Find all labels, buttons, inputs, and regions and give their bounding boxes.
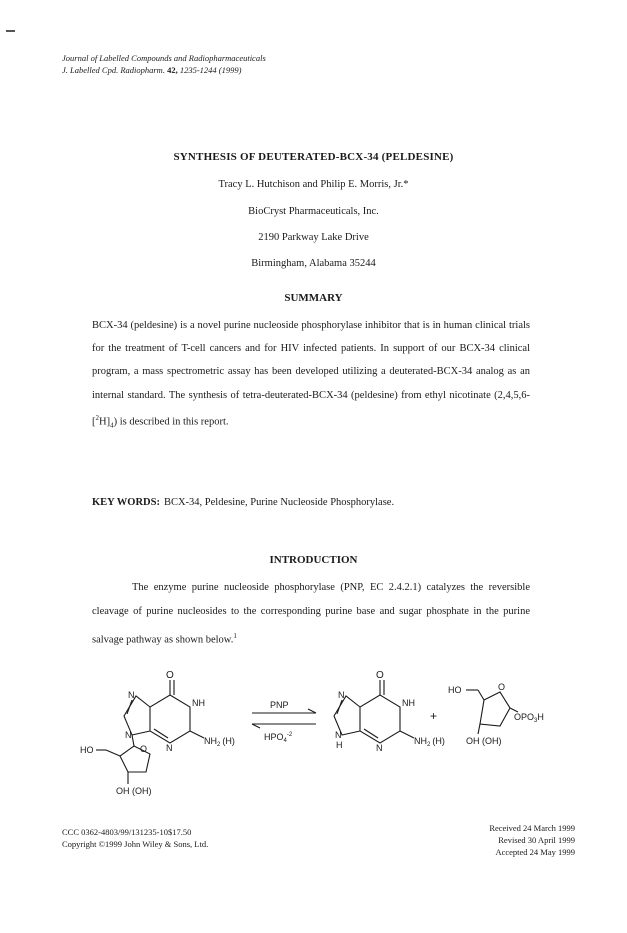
journal-pages: 1235-1244 (1999) (179, 65, 242, 75)
affiliation-line: BioCryst Pharmaceuticals, Inc. (248, 206, 379, 217)
amino-group: $NH_2$ (H) (414, 736, 445, 748)
ring-O: O (498, 682, 506, 692)
affiliation-line: Birmingham, Alabama 35244 (251, 258, 376, 269)
hydroxyl-OH: OH (OH) (116, 786, 152, 796)
ribose-phosphate-structure (448, 682, 544, 746)
keywords-line (92, 497, 394, 508)
scan-mark (6, 30, 15, 32)
phosphate-group: $OPO_3H$ (514, 712, 544, 724)
atom-N3: N (166, 743, 173, 753)
equilibrium-arrows (252, 700, 316, 744)
article-title: SYNTHESIS OF DEUTERATED-BCX-34 (PELDESINE) (173, 151, 454, 163)
summary-paragraph: BCX-34 (peldesine) is a novel purine nucleoside phosphorylase inhibitor that is in human clinical trials for the treatment of T-cell cancers and for HIV infected patients. In support of our BCX-34 clinical program, a mass spectrometric assay has been developed utilizing a deuterated-BCX-34 analog as an internal standard. The synthesis of tetra-deuterated-BCX-34 (peldesine) from ethyl nicotinate $(2,4,5,6-[^2H]_4)$ is described in this report. (92, 320, 530, 430)
revised-date: Revised 30 April 1999 (498, 835, 575, 845)
affiliation-line: 2190 Parkway Lake Drive (258, 232, 369, 243)
footer-copyright-block (62, 826, 208, 850)
plus-sign: + (430, 709, 438, 723)
atom-H: H (336, 740, 343, 750)
hydroxyl-OH: OH (OH) (466, 736, 502, 746)
atom-N9: N (125, 730, 132, 740)
journal-name: Journal of Labelled Compounds and Radiopharmaceuticals (62, 53, 266, 63)
article-authors: Tracy L. Hutchison and Philip E. Morris, Jr.* (218, 179, 409, 190)
footnote-ref: 1 (233, 632, 237, 640)
guanine-structure (334, 670, 445, 753)
journal-header (62, 52, 266, 76)
phosphate-label: $HPO_4^{-2}$ (264, 732, 293, 744)
ring-O: O (140, 744, 148, 754)
received-date: Received 24 March 1999 (489, 823, 575, 833)
carbonyl-O: O (376, 670, 384, 681)
atom-NH: NH (192, 698, 205, 708)
introduction-paragraph: The enzyme purine nucleoside phosphorylase (PNP, EC 2.4.2.1) catalyzes the reversible cleavage of purine nucleosides to the corresponding purine base and sugar phosphate in the purine salvage pathway as shown below.$^1$ (92, 582, 530, 646)
summary-heading: SUMMARY (284, 292, 343, 304)
keywords-text: BCX-34, Peldesine, Purine Nucleoside Phosphorylase. (163, 497, 395, 508)
ccc-code: CCC 0362-4803/99/131235-10$17.50 (62, 827, 192, 837)
copyright-line: Copyright ©1999 John Wiley & Sons, Ltd. (62, 839, 209, 849)
atom-N9: N (335, 730, 342, 740)
hydroxyl-HO: HO (80, 745, 94, 755)
reaction-scheme (80, 668, 550, 798)
carbonyl-O: O (166, 670, 174, 681)
guanosine-structure (80, 670, 235, 796)
atom-N3: N (376, 743, 383, 753)
enzyme-label: PNP (270, 700, 289, 710)
journal-citation: J. Labelled Cpd. Radiopharm. 42, 1235-1244 (1999) (62, 65, 242, 75)
amino-group: $NH_2$ (H) (204, 736, 235, 748)
footer-dates-block (489, 822, 575, 858)
introduction-heading: INTRODUCTION (269, 554, 358, 566)
journal-volume: 42, (167, 65, 178, 75)
atom-N7: N (128, 690, 135, 700)
atom-NH: NH (402, 698, 415, 708)
accepted-date: Accepted 24 May 1999 (495, 847, 575, 857)
keywords-label: KEY WORDS: (92, 497, 160, 508)
atom-N7: N (338, 690, 345, 700)
hydroxyl-HO: HO (448, 685, 462, 695)
